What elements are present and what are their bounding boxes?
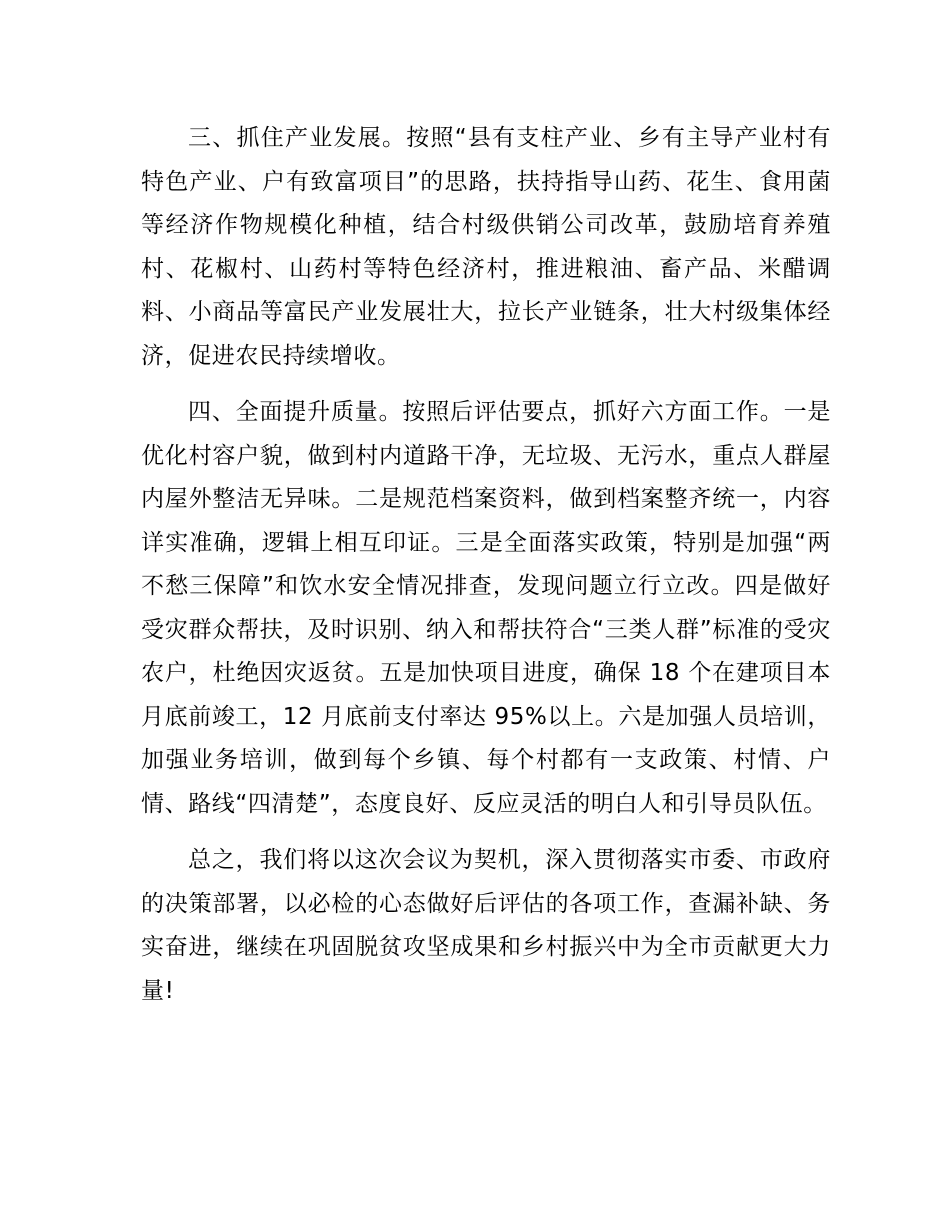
- paragraph-industry-development: 三、抓住产业发展。按照“县有支柱产业、乡有主导产业村有特色产业、户有致富项目”的思路，扶持指导山药、花生、食用菌等经济作物规模化种植，结合村级供销公司改革，鼓励培育养殖村、花椒村、山药村等特色经济村，推进粮油、畜产品、米醋调料、小商品等富民产业发展壮大，拉长产业链条，壮大村级集体经济，促进农民持续增收。: [141, 125, 831, 369]
- paragraph-conclusion: 总之，我们将以这次会议为契机，深入贯彻落实市委、市政府的决策部署，以必检的心态做好后评估的各项工作，查漏补缺、务实奋进，继续在巩固脱贫攻坚成果和乡村振兴中为全市贡献更大力量!: [141, 847, 831, 1004]
- document-body: [141, 117, 831, 1013]
- paragraph-quality-improvement: 四、全面提升质量。按照后评估要点，抓好六方面工作。一是优化村容户貌，做到村内道路干净，无垃圾、无污水，重点人群屋内屋外整洁无异味。二是规范档案资料，做到档案整齐统一，内容详实准确，逻辑上相互印证。三是全面落实政策，特别是加强“两不愁三保障”和饮水安全情况排查，发现问题立行立改。四是做好受灾群众帮扶，及时识别、纳入和帮扶符合“三类人群”标准的受灾农户，杜绝因灾返贫。五是加快项目进度，确保 18 个在建项目本月底前竣工，12 月底前支付率达 95%以上。六是加强人员培训，加强业务培训，做到每个乡镇、每个村都有一支政策、村情、户情、路线“四清楚”，态度良好、反应灵活的明白人和引导员队伍。: [141, 399, 831, 817]
